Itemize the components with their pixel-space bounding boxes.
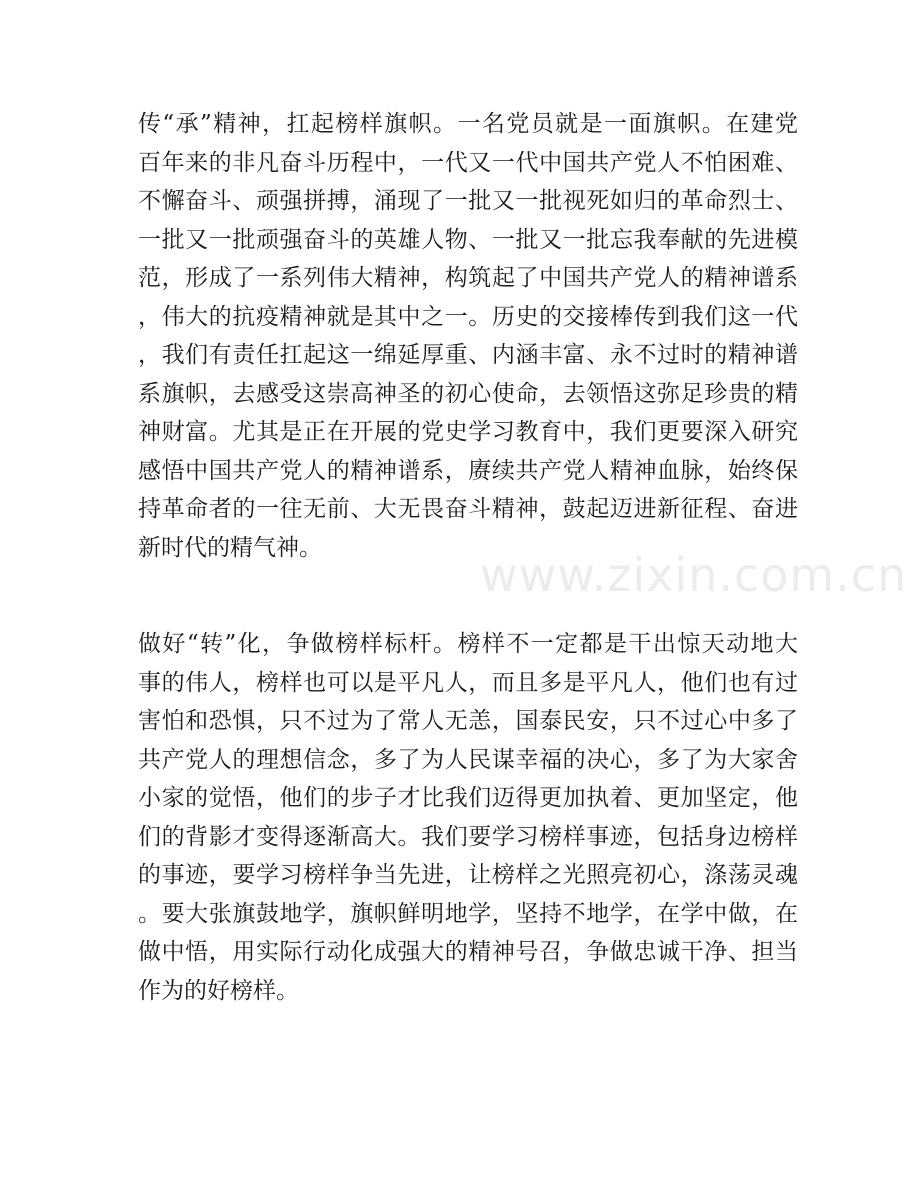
- paragraph-line: 神财富。尤其是正在开展的党史学习教育中，我们更要深入研究: [138, 419, 798, 445]
- paragraph-line: 传“承”精神，扛起榜样旗帜。一名党员就是一面旗帜。在建党: [138, 111, 798, 137]
- paragraph-line: ，伟大的抗疫精神就是其中之一。历史的交接棒传到我们这一代: [138, 303, 798, 330]
- paragraph-line: 百年来的非凡奋斗历程中，一代又一代中国共产党人不怕困难、: [138, 149, 798, 176]
- paragraph-line: 共产党人的理想信念，多了为人民谋幸福的决心，多了为大家舍: [138, 746, 798, 773]
- paragraph-role-model: [138, 625, 798, 1010]
- paragraph-line: 害怕和恐惧，只不过为了常人无恙，国泰民安，只不过心中多了: [138, 708, 798, 734]
- paragraph-line: 作为的好榜样。: [138, 977, 299, 1004]
- paragraph-line: 事的伟人，榜样也可以是平凡人，而且多是平凡人，他们也有过: [138, 669, 798, 696]
- paragraph-line: 做好“转”化，争做榜样标杆。榜样不一定都是干出惊天动地大: [138, 631, 798, 657]
- paragraph-line: 。要大张旗鼓地学，旗帜鲜明地学，坚持不地学，在学中做，在: [138, 900, 798, 927]
- paragraph-line: 们的背影才变得逐渐高大。我们要学习榜样事迹，包括身边榜样: [138, 823, 798, 850]
- paragraph-line: 做中悟，用实际行动化成强大的精神号召，争做忠诚干净、担当: [138, 939, 798, 965]
- paragraph-line: 一批又一批顽强奋斗的英雄人物、一批又一批忘我奉献的先进模: [138, 226, 798, 253]
- paragraph-inherit-spirit: [138, 105, 798, 567]
- paragraph-line: 的事迹，要学习榜样争当先进，让榜样之光照亮初心，涤荡灵魂: [138, 862, 798, 888]
- paragraph-line: 范，形成了一系列伟大精神，构筑起了中国共产党人的精神谱系: [138, 265, 798, 291]
- paragraph-line: 感悟中国共产党人的精神谱系，赓续共产党人精神血脉，始终保: [138, 457, 798, 484]
- paragraph-line: 小家的觉悟，他们的步子才比我们迈得更加执着、更加坚定，他: [138, 785, 798, 811]
- paragraph-line: 系旗帜，去感受这崇高神圣的初心使命，去领悟这弥足珍贵的精: [138, 380, 798, 407]
- paragraph-line: ，我们有责任扛起这一绵延厚重、内涵丰富、永不过时的精神谱: [138, 342, 798, 368]
- paragraph-line: 不懈奋斗、顽强拼搏，涌现了一批又一批视死如归的革命烈士、: [138, 188, 798, 214]
- site-watermark: www.zixin.com.cn: [480, 548, 908, 602]
- paragraph-line: 持革命者的一往无前、大无畏奋斗精神，鼓起迈进新征程、奋进: [138, 496, 798, 522]
- paragraph-line: 新时代的精气神。: [138, 534, 322, 561]
